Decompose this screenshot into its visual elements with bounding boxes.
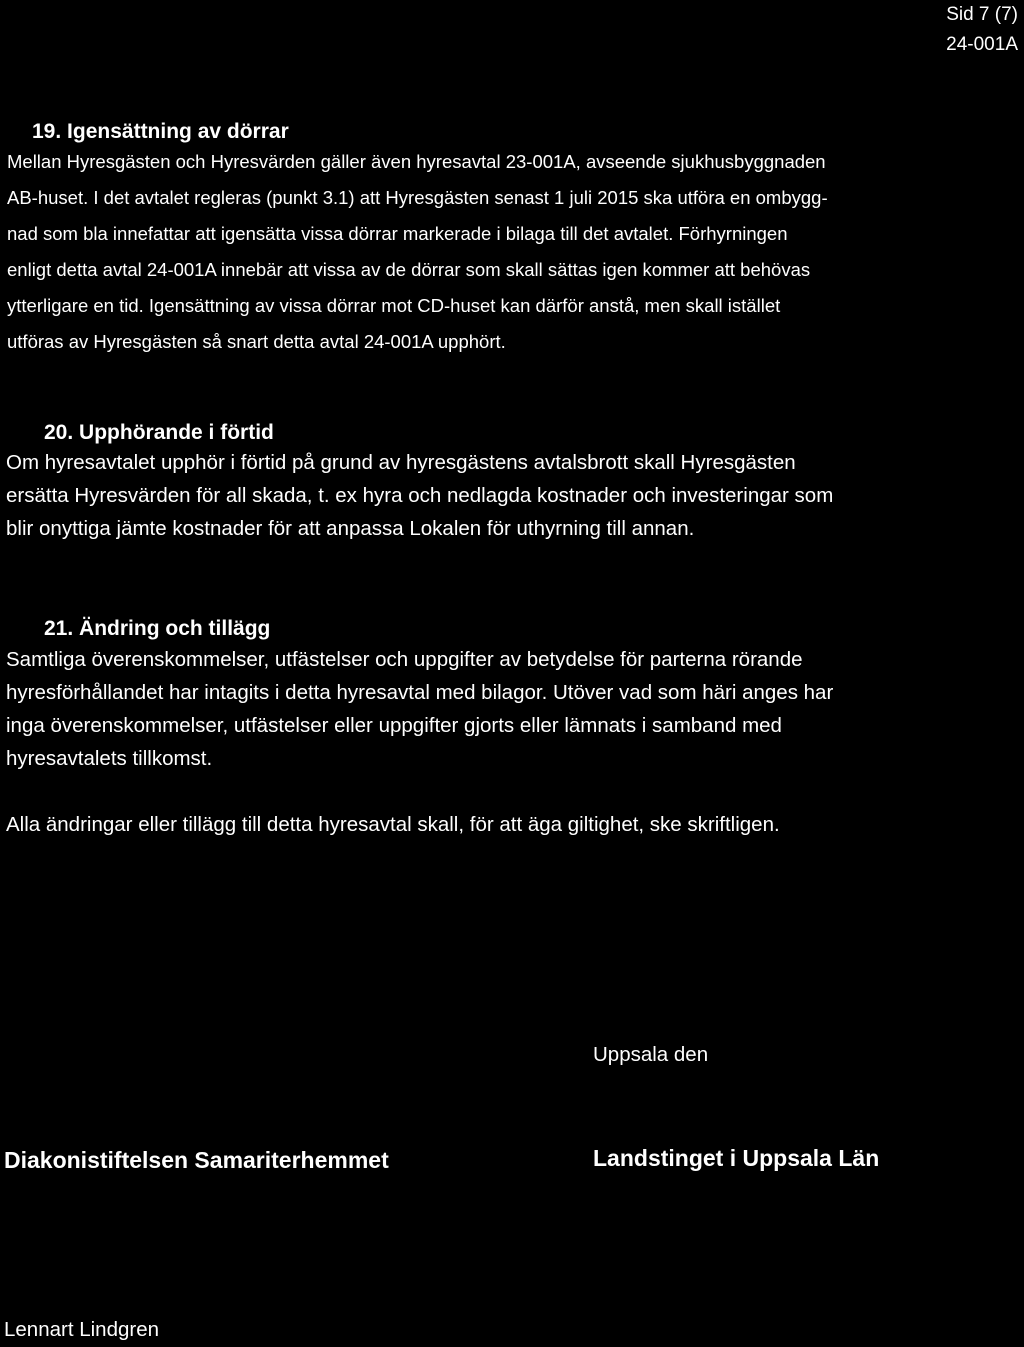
section-21-line: Samtliga överenskommelser, utfästelser och uppgifter av betydelse för parterna rörande xyxy=(6,648,803,671)
section-21-body xyxy=(6,643,833,775)
section-20-body xyxy=(6,446,833,545)
section-21-title: Ändring och tillägg xyxy=(79,617,271,640)
place-date-label: Uppsala den xyxy=(593,1043,709,1066)
section-20-heading xyxy=(44,421,274,445)
section-19-title: Igensättning av dörrar xyxy=(67,120,289,143)
section-21-number: 21. xyxy=(44,617,74,640)
section-20-line: ersätta Hyresvärden för all skada, t. ex hyra och nedlagda kostnader och investeringar som xyxy=(6,484,834,507)
signature-party-right: Landstinget i Uppsala Län xyxy=(593,1145,880,1171)
section-19-line: enligt detta avtal 24-001A innebär att vissa av de dörrar som skall sättas igen kommer att behövas xyxy=(7,259,811,280)
section-19-heading xyxy=(32,120,289,144)
signatory-name-left: Lennart Lindgren xyxy=(4,1318,160,1341)
section-19-line: AB-huset. I det avtalet regleras (punkt 3.1) att Hyresgästen senast 1 juli 2015 ska utföra en ombygg- xyxy=(7,187,828,208)
contract-number: 24-001A xyxy=(946,34,1018,55)
section-19-number: 19. xyxy=(32,120,62,143)
section-20-title: Upphörande i förtid xyxy=(79,421,274,444)
section-19-line: ytterligare en tid. Igensättning av vissa dörrar mot CD-huset kan därför anstå, men skall istället xyxy=(7,295,781,316)
section-20-line: blir onyttiga jämte kostnader för att anpassa Lokalen för uthyrning till annan. xyxy=(6,517,695,540)
section-21-line: hyresförhållandet har intagits i detta hyresavtal med bilagor. Utöver vad som häri anges har xyxy=(6,681,834,704)
section-21-heading xyxy=(44,617,270,641)
section-21-line: hyresavtalets tillkomst. xyxy=(6,747,213,770)
section-19-line: Mellan Hyresgästen och Hyresvärden gäller även hyresavtal 23-001A, avseende sjukhusbyggnaden xyxy=(7,151,826,172)
section-21-extra: Alla ändringar eller tillägg till detta hyresavtal skall, för att äga giltighet, ske skriftligen. xyxy=(6,813,780,836)
page-number: Sid 7 (7) xyxy=(946,4,1018,25)
section-21-line: inga överenskommelser, utfästelser eller uppgifter gjorts eller lämnats i samband med xyxy=(6,714,782,737)
signature-party-left: Diakonistiftelsen Samariterhemmet xyxy=(4,1147,389,1173)
section-20-line: Om hyresavtalet upphör i förtid på grund av hyresgästens avtalsbrott skall Hyresgästen xyxy=(6,451,796,474)
section-19-body xyxy=(7,144,828,360)
section-20-number: 20. xyxy=(44,421,74,444)
section-19-line: utföras av Hyresgästen så snart detta avtal 24-001A upphört. xyxy=(7,331,506,352)
section-19-line: nad som bla innefattar att igensätta vissa dörrar markerade i bilaga till det avtalet. Förhyrningen xyxy=(7,223,788,244)
